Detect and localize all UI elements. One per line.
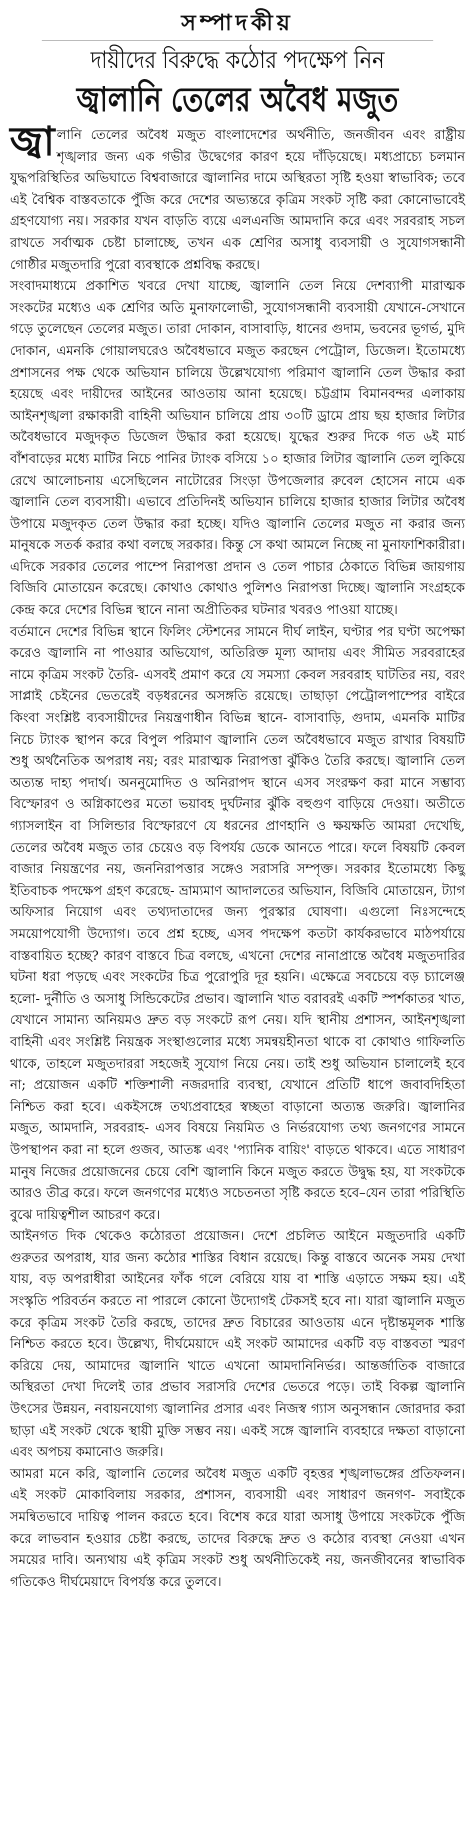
article-paragraph bbox=[10, 118, 465, 276]
article-paragraph: আইনগত দিক থেকেও কঠোরতা প্রয়োজন। দেশে প্রচলিত আইনে মজুতদারি একটি গুরুতর অপরাধ, যার জন্য কঠোর শাস্তির বিধান রয়েছে। কিন্তু বাস্তবে অনেক সময় দেখা যায়, বড় অপরাধীরা আইনের ফাঁক গলে বেরিয়ে যায় বা শাস্তি এড়াতে সক্ষম হয়। এই সংস্কৃতি পরিবর্তন করতে না পারলে কোনো উদ্যোগই টেকসই হবে না। যারা জ্বালানি মজুত করে কৃত্রিম সংকট তৈরি করছে, তাদের দ্রুত বিচারের আওতায় এনে দৃষ্টান্তমূলক শাস্তি নিশ্চিত করতে হবে। উল্লেখ্য, দীর্ঘমেয়াদে এই সংকট আমাদের একটি বড় বাস্তবতা স্মরণ করিয়ে দেয়, আমাদের জ্বালানি খাতে এখনো আমদানিনির্ভর। আন্তর্জাতিক বাজারে অস্থিরতা দেখা দিলেই তার প্রভাব সরাসরি দেশের ভেতরে পড়ে। তাই বিকল্প জ্বালানি উৎসের উন্নয়ন, নবায়নযোগ্য জ্বালানির প্রসার এবং নিজস্ব গ্যাস অনুসন্ধান জোরদার করা ছাড়া এই সংকট থেকে স্থায়ী মুক্তি সম্ভব নয়। একই সঙ্গে জ্বালানি ব্যবহারে দক্ষতা বাড়ানো এবং অপচয় কমানোও জরুরি। bbox=[10, 1229, 465, 1461]
main-headline: জ্বালানি তেলের অবৈধ মজুত bbox=[76, 80, 399, 120]
article-paragraph: বর্তমানে দেশের বিভিন্ন স্থানে ফিলিং স্টেশনের সামনে দীর্ঘ লাইন, ঘণ্টার পর ঘণ্টা অপেক্ষা করেও জ্বালানি না পাওয়ার অভিযোগ, অতিরিক্ত মূল্য আদায় এবং সীমিত সরবরাহের নামে কৃত্রিম সংকট তৈরি- এসবই প্রমাণ করে যে সমস্যা কেবল সরবরাহ ঘাটতির নয়, বরং সাপ্লাই চেইনের ভেতরেই বড়ধরনের অসঙ্গতি রয়েছে। তাছাড়া পেট্রোলপাম্পের বাইরে কিংবা সংশ্লিষ্ট ব্যবসায়ীদের নিয়ন্ত্রণাধীন বিভিন্ন স্থানে- বাসাবাড়ি, গুদাম, এমনকি মাটির নিচে ট্যাংক স্থাপন করে বিপুল পরিমাণ জ্বালানি তেল অবৈধভাবে মজুত রাখার বিষয়টি শুধু অর্থনৈতিক অপরাধ নয়; বরং মারাত্মক নিরাপত্তা ঝুঁকিও তৈরি করছে। জ্বালানি তেল অত্যন্ত দাহ্য পদার্থ। অননুমোদিত ও অনিরাপদ স্থানে এসব সংরক্ষণ করা মানে সম্ভাব্য বিস্ফোরণ ও অগ্নিকাণ্ডের মতো ভয়াবহ দুর্ঘটনার ঝুঁকি বহুগুণ বাড়িয়ে দেওয়া। অতীতে গ্যাসলাইন বা সিলিন্ডার বিস্ফোরণে যে ধরনের প্রাণহানি ও ক্ষয়ক্ষতি আমরা দেখেছি, তেলের অবৈধ মজুত তার চেয়েও বড় বিপর্যয় ডেকে আনতে পারে। ফলে বিষয়টি কেবল বাজার নিয়ন্ত্রণের নয়, জননিরাপত্তার সঙ্গেও সরাসরি সম্পৃক্ত। সরকার ইতোমধ্যে কিছু ইতিবাচক পদক্ষেপ গ্রহণ করেছে- ভ্রাম্যমাণ আদালতের অভিযান, বিজিবি মোতায়েন, ট্যাগ অফিসার নিয়োগ এবং তথ্যদাতাদের জন্য পুরস্কার ঘোষণা। এগুলো নিঃসন্দেহে সময়োপযোগী উদ্যোগ। তবে প্রশ্ন হচ্ছে, এসব পদক্ষেপ কতটা কার্যকরভাবে মাঠপর্যায়ে বাস্তবায়িত হচ্ছে? কারণ বাস্তবে চিত্র বলছে, এখনো দেশের নানাপ্রান্তে অবৈধ মজুতদারির ঘটনা ধরা পড়ছে এবং সংকটের চিত্র পুরোপুরি দূর হয়নি। এক্ষেত্রে সবচেয়ে বড় চ্যালেঞ্জ হলো- দুর্নীতি ও অসাধু সিন্ডিকেটের প্রভাব। জ্বালানি খাত বরাবরই একটি স্পর্শকাতর খাত, যেখানে সামান্য অনিয়মও দ্রুত বড় সংকটে রূপ নেয়। যদি স্থানীয় প্রশাসন, আইনশৃঙ্খলা বাহিনী এবং সংশ্লিষ্ট নিয়ন্ত্রক সংস্থাগুলোর মধ্যে সমন্বয়হীনতা থাকে বা কোথাও গাফিলতি থাকে, তাহলে মজুতদাররা সহজেই সুযোগ নিয়ে নেয়। তাই শুধু অভিযান চালালেই হবে না; প্রয়োজন একটি শক্তিশালী নজরদারি ব্যবস্থা, যেখানে প্রতিটি ধাপে জবাবদিহিতা নিশ্চিত করা হবে। একইসঙ্গে তথ্যপ্রবাহের স্বচ্ছতা বাড়ানো অত্যন্ত জরুরি। জ্বালানির মজুত, আমদানি, সরবরাহ- এসব বিষয়ে নিয়মিত ও নির্ভরযোগ্য তথ্য জনগণের সামনে উপস্থাপন করা না হলে গুজব, আতঙ্ক এবং 'প্যানিক বায়িং' বাড়তে থাকবে। এতে সাধারণ মানুষ নিজের প্রয়োজনের চেয়ে বেশি জ্বালানি কিনে মজুত করতে উদ্বুদ্ধ হয়, যা সংকটকে আরও তীব্র করে। ফলে জনগণের মধ্যেও সচেতনতা সৃষ্টি করতে হবে–যেন তারা পরিস্থিতি বুঝে দায়িত্বশীল আচরণ করে। bbox=[10, 624, 465, 1223]
paragraph-text: লানি তেলের অবৈধ মজুত বাংলাদেশের অর্থনীতি, জনজীবন এবং রাষ্ট্রীয় শৃঙ্খলার জন্য এক গভীর উদ্বেগের কারণ হয়ে দাঁড়িয়েছে। মধ্যপ্রাচ্যে চলমান যুদ্ধপরিস্থিতির অভিঘাতে বিশ্ববাজারে জ্বালানির দামে অস্থিরতা সৃষ্টি হওয়া স্বাভাবিক; তবে এই বৈশ্বিক বাস্তবতাকে পুঁজি করে দেশের অভ্যন্তরে কৃত্রিম সংকট সৃষ্টি করা কোনোভাবেই গ্রহণযোগ্য নয়। সরকার যখন বাড়তি ব্যয়ে এলএনজি আমদানি করে এবং সরবরাহ সচল রাখতে সর্বাত্মক চেষ্টা চালাচ্ছে, তখন এক শ্রেণির অসাধু ব্যবসায়ী ও সুযোগসন্ধানী গোষ্ঠীর মজুতদারি পুরো ব্যবস্থাকে প্রশ্নবিদ্ধ করছে। bbox=[10, 128, 465, 273]
drop-cap: জ্বা bbox=[10, 118, 55, 165]
article-body bbox=[10, 118, 465, 1593]
kicker-headline: দায়ীদের বিরুদ্ধে কঠোর পদক্ষেপ নিন bbox=[42, 40, 433, 77]
section-title: সম্পাদকীয় bbox=[181, 10, 294, 36]
article-paragraph: আমরা মনে করি, জ্বালানি তেলের অবৈধ মজুত একটি বৃহত্তর শৃঙ্খলাভঙ্গের প্রতিফলন। এই সংকট মোকাবিলায় সরকার, প্রশাসন, ব্যবসায়ী এবং সাধারণ জনগণ- সবাইকে সমন্বিতভাবে দায়িত্ব পালন করতে হবে। বিশেষ করে যারা অসাধু উপায়ে সংকটকে পুঁজি করে লাভবান হওয়ার চেষ্টা করছে, তাদের বিরুদ্ধে দ্রুত ও কঠোর ব্যবস্থা নেওয়া এখন সময়ের দাবি। অন্যথায় এই কৃত্রিম সংকট শুধু অর্থনীতিকেই নয়, জনজীবনের স্বাভাবিক গতিকেও দীর্ঘমেয়াদে বিপর্যস্ত করে তুলবে। bbox=[10, 1466, 465, 1590]
article-paragraph: সংবাদমাধ্যমে প্রকাশিত খবরে দেখা যাচ্ছে, জ্বালানি তেল নিয়ে দেশব্যাপী মারাত্মক সংকটের মধ্যেও এক শ্রেণির অতি মুনাফালোভী, সুযোগসন্ধানী ব্যবসায়ী যেখানে-সেখানে গড়ে তুলেছেন তেলের মজুত। তারা দোকান, বাসাবাড়ি, ধানের গুদাম, ভবনের ভূগর্ভ, মুদি দোকান, এমনকি গোয়ালঘরেও অবৈধভাবে মজুত করছেন পেট্রোল, ডিজেল। ইতোমধ্যে প্রশাসনের পক্ষ থেকে অভিযান চালিয়ে উল্লেখযোগ্য পরিমাণ জ্বালানি তেল উদ্ধার করা হয়েছে এবং দায়ীদের আইনের আওতায় আনা হয়েছে। চট্টগ্রাম বিমানবন্দর এলাকায় আইনশৃঙ্খলা রক্ষাকারী বাহিনী অভিযান চালিয়ে প্রায় ৩০টি ড্রামে প্রায় ছয় হাজার লিটার অবৈধভাবে মজুদকৃত ডিজেল উদ্ধার করা হয়েছে। যুদ্ধের শুরুর দিকে গত ৬ই মার্চ বাঁশবাড়ের মধ্যে মাটির নিচে পানির ট্যাংক বসিয়ে ১০ হাজার লিটার জ্বালানি তেল লুকিয়ে রেখে আলোচনায় এসেছিলেন নাটোরের সিংড়া উপজেলার রুবেল হোসেন নামে এক জ্বালানি তেল ব্যবসায়ী। এভাবে প্রতিদিনই অভিযান চালিয়ে হাজার হাজার লিটার অবৈধ উপায়ে মজুদকৃত তেল উদ্ধার করা হচ্ছে। যদিও জ্বালানি তেলের মজুত না করার জন্য মানুষকে সতর্ক করার কথা বলছে সরকার। কিন্তু সে কথা আমলে নিচ্ছে না মুনাফাশিকারীরা। এদিকে সরকার তেলের পাম্পে নিরাপত্তা প্রদান ও তেল পাচার ঠেকাতে বিভিন্ন জায়গায় বিজিবি মোতায়েন করেছে। কোথাও কোথাও পুলিশও নিরাপত্তা দিচ্ছে। জ্বালানি সংগ্রহকে কেন্দ্র করে দেশের বিভিন্ন স্থানে নানা অপ্রীতিকর ঘটনার খবরও পাওয়া যাচ্ছে। bbox=[10, 279, 465, 619]
